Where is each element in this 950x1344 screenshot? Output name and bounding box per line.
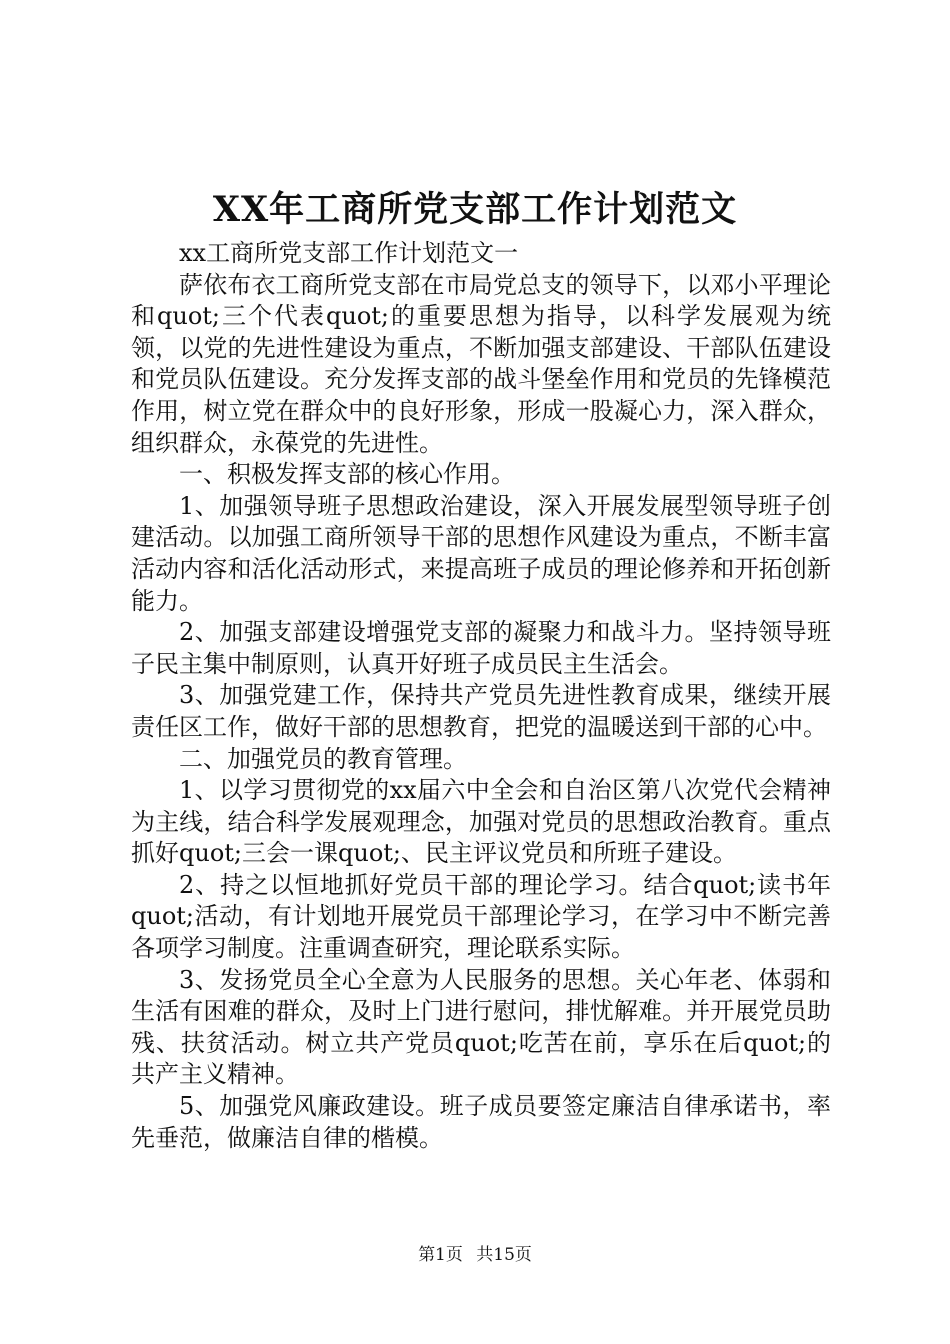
list-item-1-3: 3、加强党建工作，保持共产党员先进性教育成果，继续开展责任区工作，做好干部的思想教育，把党的温暖送到干部的心中。 [131, 681, 831, 741]
list-item-2-5: 5、加强党风廉政建设。班子成员要签定廉洁自律承诺书，率先垂范，做廉洁自律的楷模。 [131, 1092, 831, 1152]
intro-paragraph: 萨依布衣工商所党支部在市局党总支的领导下，以邓小平理论和quot;三个代表quot;的重要思想为指导，以科学发展观为统领，以党的先进性建设为重点，不断加强支部建设、干部队伍建设和党员队伍建设。充分发挥支部的战斗堡垒作用和党员的先锋模范作用，树立党在群众中的良好形象，形成一股凝心力，深入群众，组织群众，永葆党的先进性。 [131, 270, 831, 457]
list-item-2-2: 2、持之以恒地抓好党员干部的理论学习。结合quot;读书年quot;活动，有计划地开展党员干部理论学习，在学习中不断完善各项学习制度。注重调查研究，理论联系实际。 [131, 870, 831, 963]
page-footer [0, 1244, 950, 1266]
list-item-2-1: 1、以学习贯彻党的xx届六中全会和自治区第八次党代会精神为主线，结合科学发展观理念，加强对党员的思想政治教育。重点抓好quot;三会一课quot;、民主评议党员和所班子建设。 [131, 776, 831, 868]
page-total: 共15页 [476, 1245, 532, 1265]
document-title: XX年工商所党支部工作计划范文 [212, 189, 738, 230]
document-body [131, 238, 831, 1154]
list-item-2-3: 3、发扬党员全心全意为人民服务的思想。关心年老、体弱和生活有困难的群众，及时上门进行慰问，排忧解难。并开展党员助残、扶贫活动。树立共产党员quot;吃苦在前，享乐在后quot;的共产主义精神。 [131, 965, 831, 1089]
list-item-1-2: 2、加强支部建设增强党支部的凝聚力和战斗力。坚持领导班子民主集中制原则，认真开好班子成员民主生活会。 [131, 618, 831, 678]
page-number: 第1页 [418, 1245, 463, 1265]
subtitle-paragraph: xx工商所党支部工作计划范文一 [179, 239, 519, 267]
section-heading-2: 二、加强党员的教育管理。 [179, 744, 467, 773]
list-item-1-1: 1、加强领导班子思想政治建设，深入开展发展型领导班子创建活动。以加强工商所领导干部的思想作风建设为重点，不断丰富活动内容和活化活动形式，来提高班子成员的理论修养和开拓创新能力。 [131, 491, 831, 615]
section-heading-1: 一、积极发挥支部的核心作用。 [179, 460, 515, 489]
